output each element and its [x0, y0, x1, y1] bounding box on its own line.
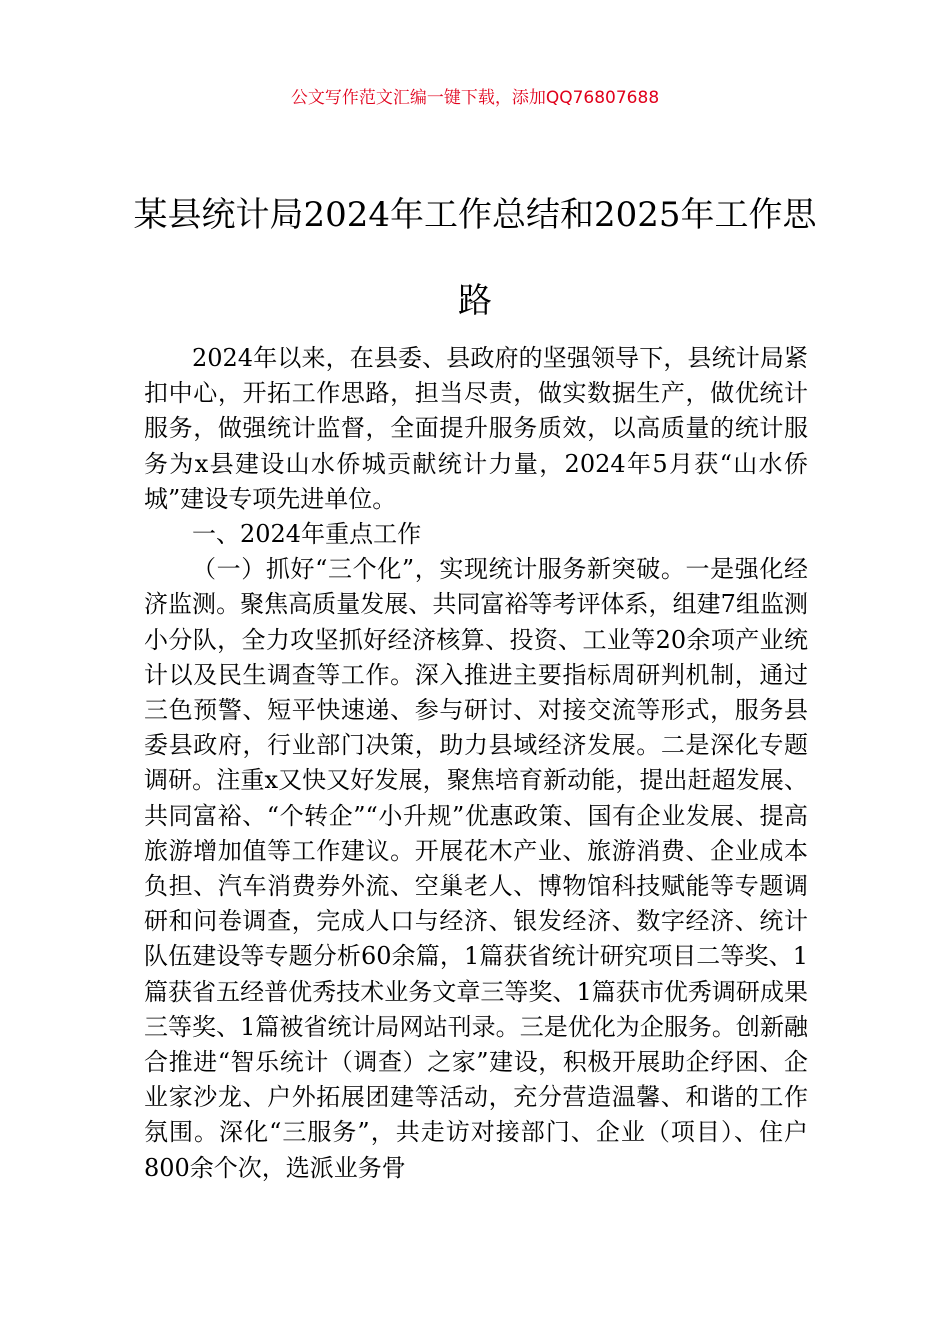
document-body: [144, 341, 808, 1186]
intro-paragraph: 2024年以来，在县委、县政府的坚强领导下，县统计局紧扣中心，开拓工作思路，担当尽责，做实数据生产，做优统计服务，做强统计监督，全面提升服务质效，以高质量的统计服务为x县建设山水侨城贡献统计力量，2024年5月获“山水侨城”建设专项先进单位。: [144, 344, 808, 513]
body-paragraph: （一）抓好“三个化”，实现统计服务新突破。一是强化经济监测。聚焦高质量发展、共同富裕等考评体系，组建7组监测小分队，全力攻坚抓好经济核算、投资、工业等20余项产业统计以及民生调查等工作。深入推进主要指标周研判机制，通过三色预警、短平快速递、参与研讨、对接交流等形式，服务县委县政府，行业部门决策，助力县域经济发展。二是深化专题调研。注重x又快又好发展，聚焦培育新动能，提出赶超发展、共同富裕、“个转企”“小升规”优惠政策、国有企业发展、提高旅游增加值等工作建议。开展花木产业、旅游消费、企业成本负担、汽车消费券外流、空巢老人、博物馆科技赋能等专题调研和问卷调查，完成人口与经济、银发经济、数字经济、统计队伍建设等专题分析60余篇，1篇获省统计研究项目二等奖、1篇获省五经普优秀技术业务文章三等奖、1篇获市优秀调研成果三等奖、1篇被省统计局网站刊录。三是优化为企服务。创新融合推进“智乐统计（调查）之家”建设，积极开展助企纾困、企业家沙龙、户外拓展团建等活动，充分营造温馨、和谐的工作氛围。深化“三服务”，共走访对接部门、企业（项目）、住户800余个次，选派业务骨: [144, 555, 808, 1182]
section-heading: 一、2024年重点工作: [192, 520, 422, 549]
watermark-text: 公文写作范文汇编一键下载，添加QQ76807688: [290, 88, 660, 108]
document-title: 某县统计局2024年工作总结和2025年工作思路: [133, 195, 817, 321]
